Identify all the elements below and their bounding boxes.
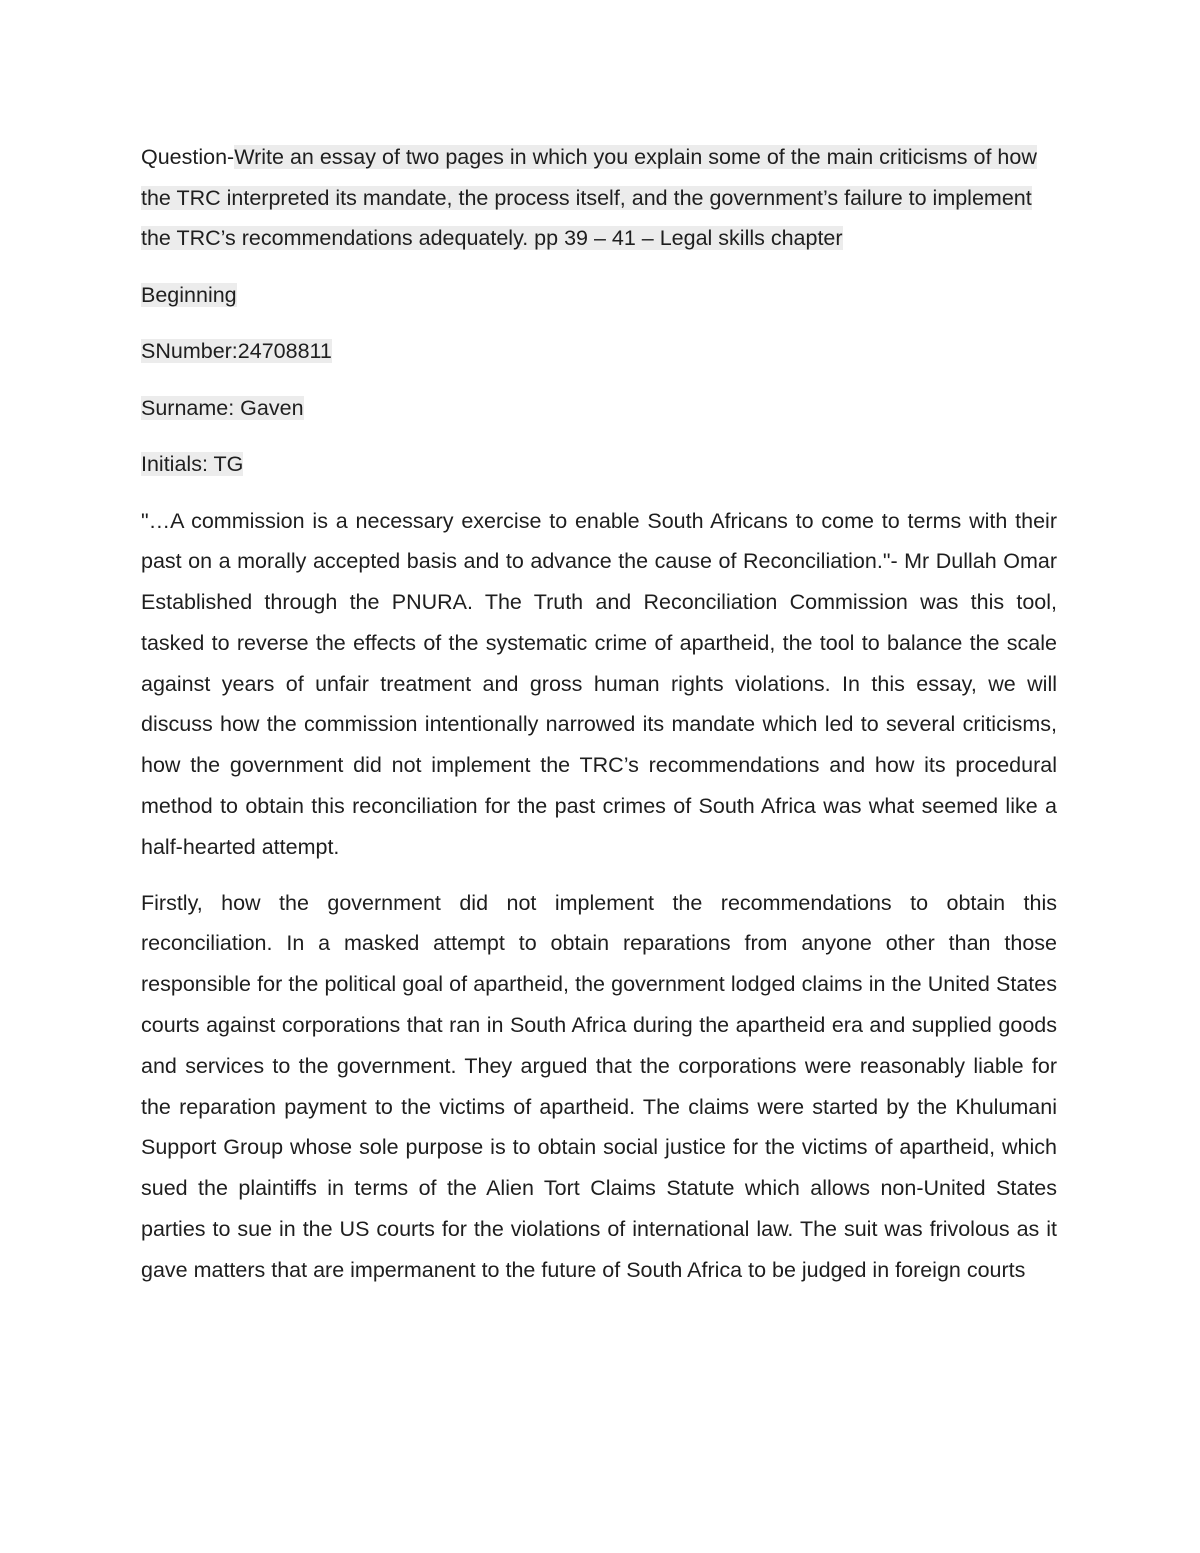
essay-question — [141, 137, 1057, 259]
student-number — [141, 331, 1057, 372]
intro-paragraph: "…A commission is a necessary exercise to enable South Africans to come to terms with their past on a morally accepted basis and to advance the cause of Reconciliation."- Mr Dullah Omar Established through the PNURA. The Truth and Reconciliation Commission was this tool, tasked to reverse the effects of the systematic crime of apartheid, the tool to balance the scale against years of unfair treatment and gross human rights violations. In this essay, we will discuss how the commission intentionally narrowed its mandate which led to several criticisms, how the government did not implement the TRC’s recommendations and how its procedural method to obtain this reconciliation for the past crimes of South Africa was what seemed like a half-hearted attempt. — [141, 508, 1057, 859]
surname-text: Surname: Gaven — [141, 395, 304, 420]
beginning-label — [141, 275, 1057, 316]
initials-text: Initials: TG — [141, 452, 244, 476]
surname — [141, 388, 1057, 429]
question-prefix: Question- — [141, 145, 235, 169]
initials — [141, 444, 1057, 485]
beginning-text: Beginning — [141, 282, 237, 307]
document-page — [141, 137, 1057, 1291]
student-number-text: SNumber:24708811 — [141, 339, 332, 363]
question-text: Write an essay of two pages in which you explain some of the main criticisms of how the TRC interpreted its mandate, the process itself, and the government’s failure to implement the TRC’s recommendations adequately. pp 39 – 41 – Legal skills chapter — [141, 145, 1037, 250]
body-paragraph: Firstly, how the government did not implement the recommendations to obtain this reconciliation. In a masked attempt to obtain reparations from anyone other than those responsible for the political goal of apartheid, the government lodged claims in the United States courts against corporations that ran in South Africa during the apartheid era and supplied goods and services to the government. They argued that the corporations were reasonably liable for the reparation payment to the victims of apartheid. The claims were started by the Khulumani Support Group whose sole purpose is to obtain social justice for the victims of apartheid, which sued the plaintiffs in terms of the Alien Tort Claims Statute which allows non-United States parties to sue in the US courts for the violations of international law. The suit was frivolous as it gave matters that are impermanent to the future of South Africa to be judged in foreign courts — [141, 890, 1057, 1282]
